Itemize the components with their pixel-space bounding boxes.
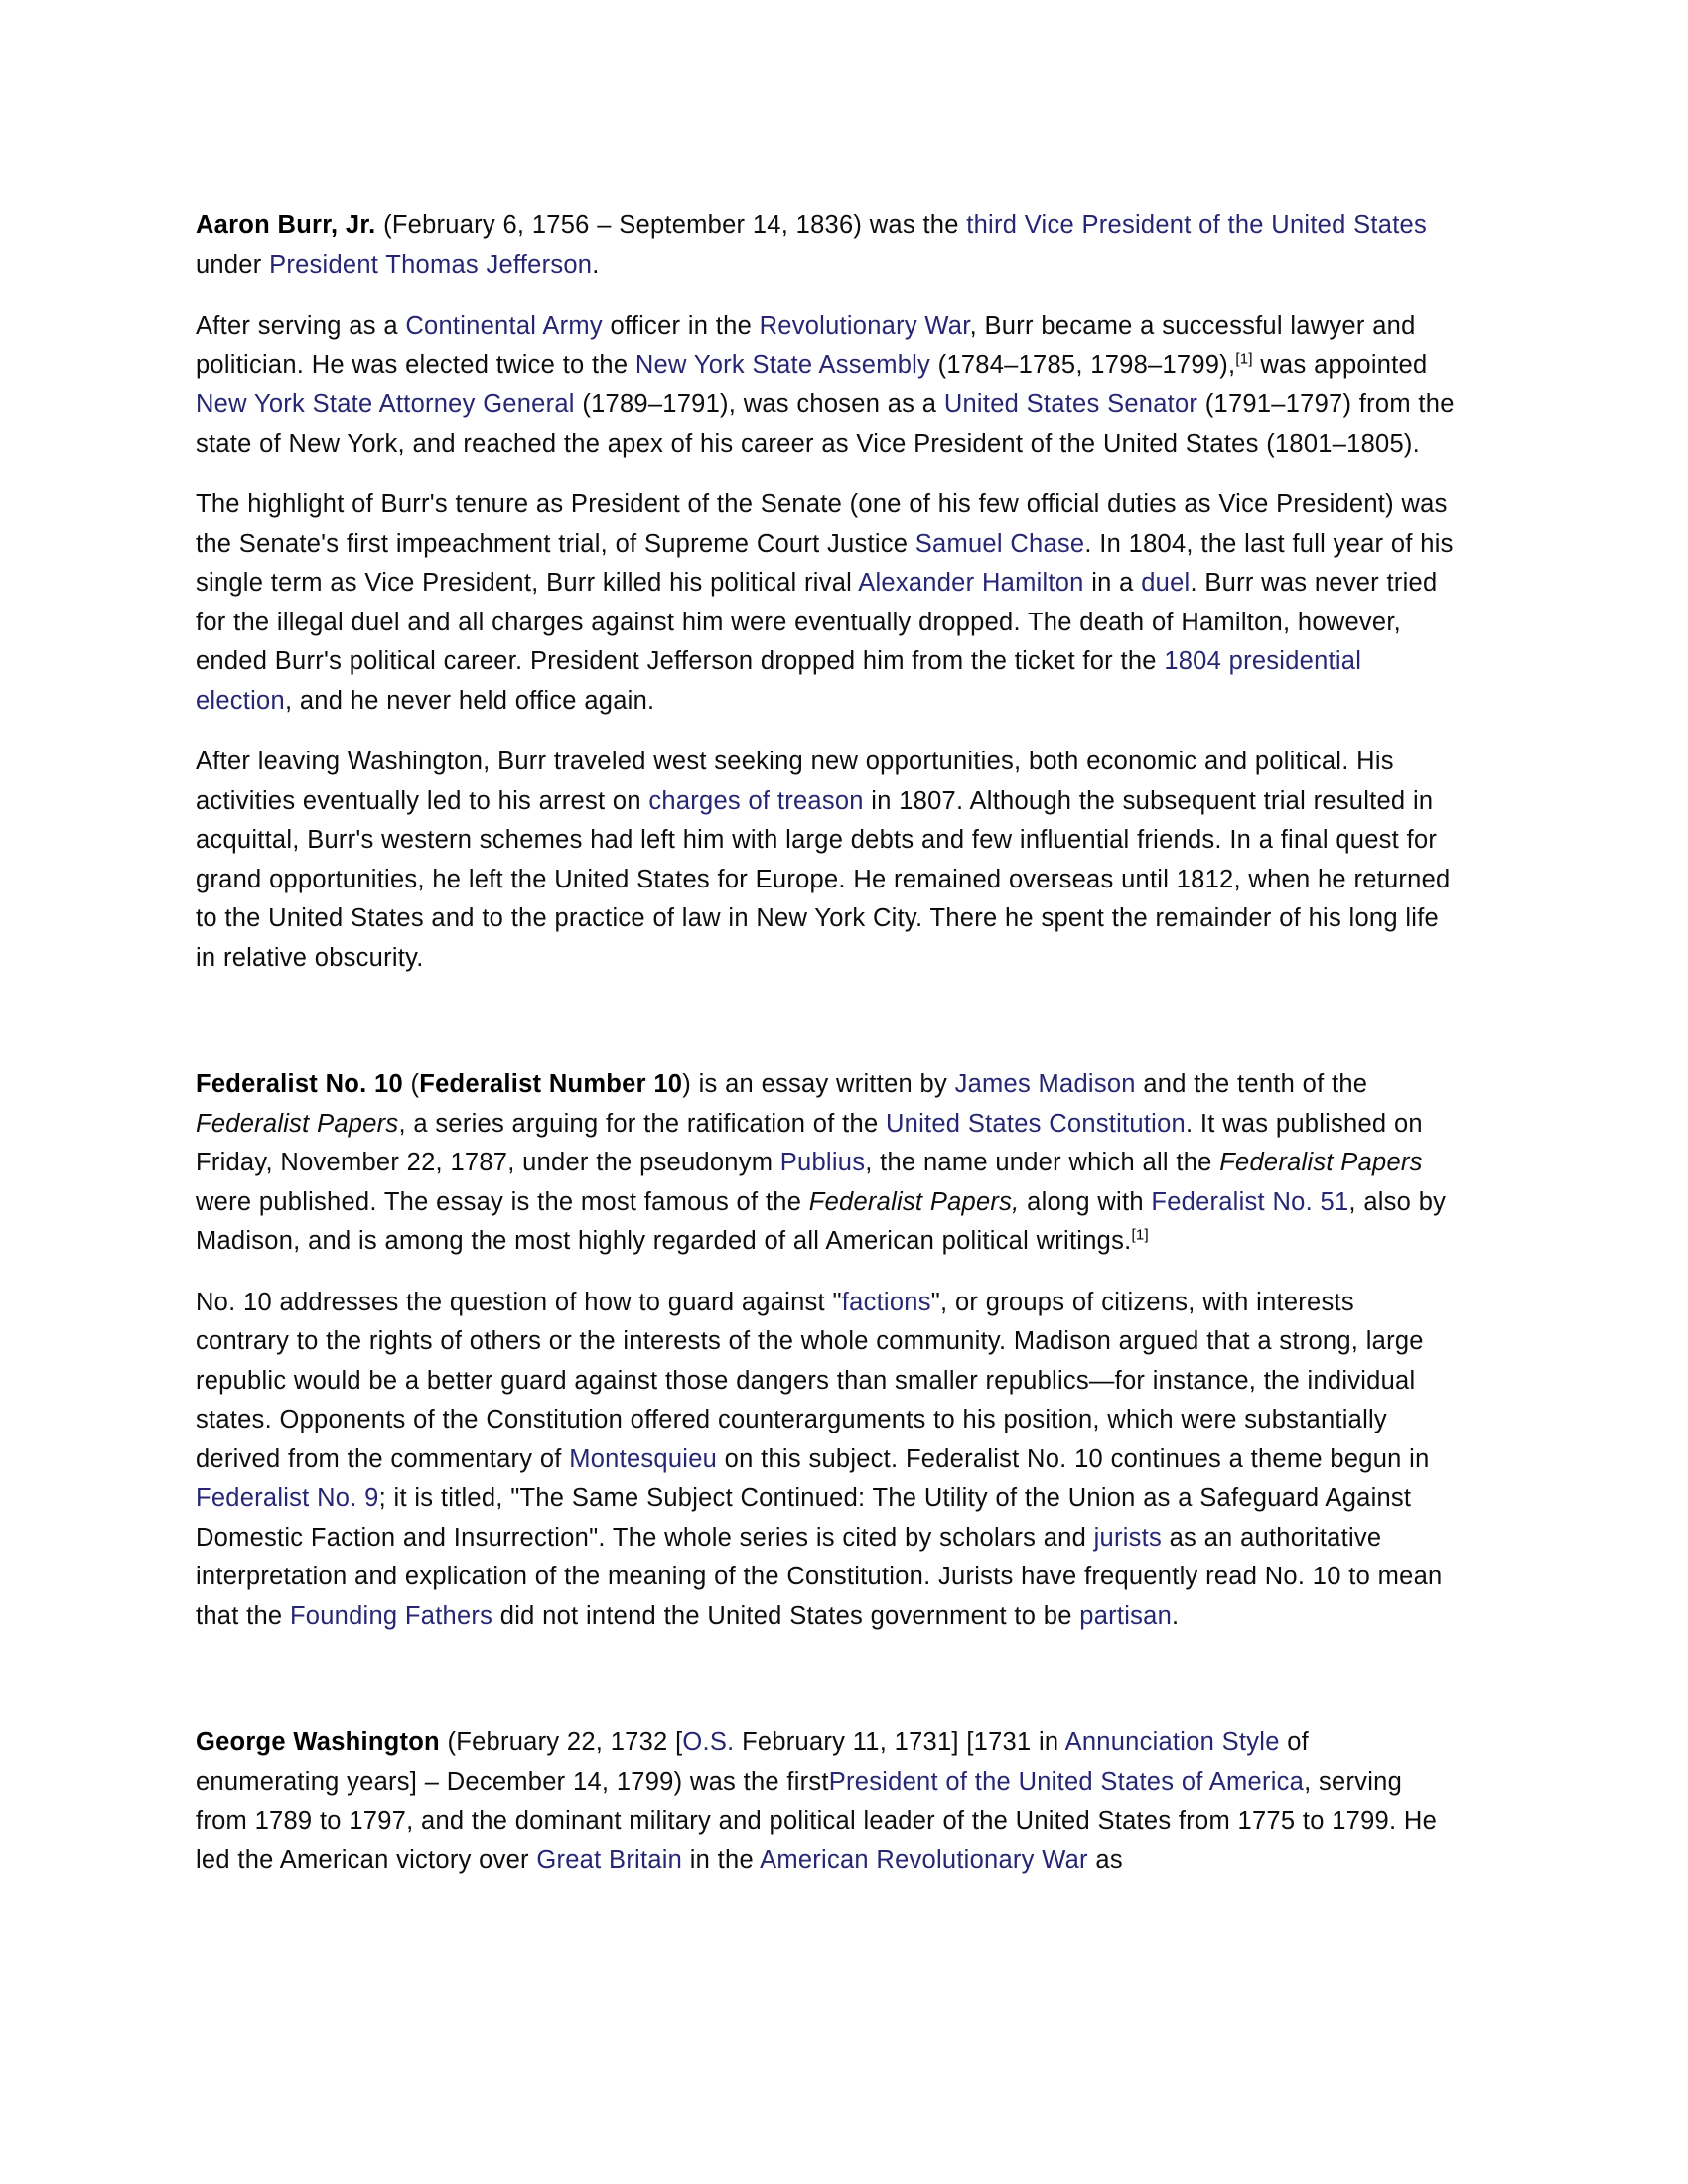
wiki-link[interactable]: jurists (1093, 1523, 1162, 1552)
wiki-link[interactable]: Federalist No. 9 (196, 1484, 379, 1512)
wiki-link[interactable]: New York State Assembly (634, 350, 931, 379)
paragraph (196, 743, 1455, 978)
wiki-link[interactable]: James Madison (954, 1070, 1136, 1098)
article-federalist-no-10 (196, 1065, 1455, 1636)
text-run: officer in the (602, 312, 760, 340)
wiki-link[interactable]: Great Britain (536, 1845, 683, 1874)
paragraph (196, 1065, 1455, 1262)
text-run: were published. The essay is the most famous of the (196, 1187, 809, 1216)
wiki-link[interactable]: Samuel Chase (914, 529, 1085, 558)
paragraph (196, 1723, 1455, 1880)
wiki-link[interactable]: third Vice President of the United States (966, 211, 1427, 239)
wiki-link[interactable]: O.S. (682, 1728, 735, 1756)
footnote-marker[interactable]: [1] (1131, 1226, 1149, 1244)
article-list (196, 206, 1455, 1880)
paragraph (196, 485, 1455, 721)
wiki-link[interactable]: President of the United States of America (828, 1767, 1305, 1796)
wiki-link[interactable]: partisan (1079, 1601, 1173, 1630)
wiki-link[interactable]: Annunciation Style (1064, 1728, 1280, 1756)
wiki-link[interactable]: Montesquieu (569, 1444, 718, 1473)
text-run: . (592, 250, 600, 279)
wiki-link[interactable]: President Thomas Jefferson (269, 250, 593, 279)
text-run: , a series arguing for the ratification of the (398, 1109, 886, 1138)
wiki-link[interactable]: duel (1141, 569, 1191, 597)
paragraph (196, 1284, 1455, 1637)
text-run: and the tenth of the (1135, 1070, 1368, 1098)
text-run: (1791–1797) from the state of New York, and reached the apex of his career as Vice President of the United States (1801–1805). (196, 390, 1455, 458)
text-run: , serving from 1789 to 1797, and the dominant military and political leader of the United States from 1775 to 1799. He led the American victory over (196, 1767, 1438, 1874)
text-run: After leaving Washington, Burr traveled west seeking new opportunities, both economic and political. His activities eventually led to his arrest on (196, 748, 1394, 815)
italic-title: Federalist Papers, (808, 1187, 1020, 1216)
text-run: (1784–1785, 1798–1799), (930, 350, 1236, 379)
text-run: ; it is titled, "The Same Subject Continued: The Utility of the Union as a Safeguard Against Domestic Faction and Insurrection". The whole series is cited by scholars and (196, 1484, 1412, 1552)
text-run: under (196, 250, 270, 279)
text-run: . Burr was never tried for the illegal duel and all charges against him were eventually dropped. The death of Hamilton, however, ended Burr's political career. President Jefferson dropped him from the ticket for the (196, 569, 1438, 675)
text-run: , also by Madison, and is among the most highly regarded of all American political writings. (196, 1187, 1447, 1255)
paragraph (196, 206, 1455, 285)
text-run: in the (682, 1845, 761, 1874)
wiki-link[interactable]: Alexander Hamilton (858, 569, 1084, 597)
text-run: (February 6, 1756 – September 14, 1836) was the (375, 211, 967, 239)
wiki-link[interactable]: Continental Army (405, 312, 603, 340)
text-run: ( (402, 1070, 420, 1098)
text-run: on this subject. Federalist No. 10 continues a theme begun in (717, 1444, 1430, 1473)
lead-term: Aaron Burr, Jr. (196, 211, 376, 239)
text-run: . In 1804, the last full year of his single term as Vice President, Burr killed his political rival (196, 529, 1454, 597)
wiki-link[interactable]: 1804 presidential election (196, 647, 1362, 715)
text-run: , and he never held office again. (284, 686, 655, 715)
wiki-link[interactable]: American Revolutionary War (760, 1845, 1088, 1874)
wiki-link[interactable]: Revolutionary War (759, 312, 970, 340)
text-run: as an authoritative interpretation and explication of the meaning of the Constitution. Jurists have frequently read No. 10 to mean that the (196, 1523, 1443, 1630)
wiki-link[interactable]: United States Constitution (885, 1109, 1186, 1138)
wiki-link[interactable]: charges of treason (648, 786, 864, 815)
text-run: ", or groups of citizens, with interests contrary to the rights of others or the interests of the whole community. Madison argued that a strong, large republic would be a better guard against those dangers than smaller republics—for instance, the individual states. Opponents of the Constitution offered counterarguments to his position, which were substantially derived from the commentary of (196, 1288, 1424, 1473)
paragraph (196, 307, 1455, 464)
text-run: of enumerating years] – December 14, 1799) was the first (196, 1728, 1310, 1796)
text-run: in 1807. Although the subsequent trial resulted in acquittal, Burr's western schemes had left him with large debts and few influential friends. In a final quest for grand opportunities, he left the United States for Europe. He remained overseas until 1812, when he returned to the United States and to the practice of law in New York City. There he spent the remainder of his long life in relative obscurity. (196, 786, 1451, 972)
italic-title: Federalist Papers (1219, 1149, 1423, 1176)
text-run: was appointed (1252, 350, 1428, 379)
text-run: . It was published on Friday, November 22, 1787, under the pseudonym (196, 1109, 1423, 1176)
article-george-washington (196, 1723, 1455, 1880)
text-run: The highlight of Burr's tenure as President of the Senate (one of his few official duties as Vice President) was the Senate's first impeachment trial, of Supreme Court Justice (196, 490, 1448, 558)
text-run: in a (1083, 569, 1142, 597)
text-run: (1789–1791), was chosen as a (574, 390, 944, 418)
footnote-marker[interactable]: [1] (1235, 350, 1253, 367)
wiki-link[interactable]: New York State Attorney General (196, 390, 575, 418)
italic-title: Federalist Papers (196, 1109, 399, 1138)
lead-term: Federalist Number 10 (419, 1070, 683, 1098)
wiki-link[interactable]: United States Senator (943, 390, 1198, 418)
lead-term: Federalist No. 10 (196, 1070, 403, 1098)
wiki-link[interactable]: Federalist No. 51 (1151, 1187, 1349, 1216)
text-run: did not intend the United States government to be (492, 1601, 1080, 1630)
text-run: ) is an essay written by (682, 1070, 955, 1098)
text-run: along with (1019, 1187, 1152, 1216)
wiki-link[interactable]: Publius (779, 1149, 866, 1176)
lead-term: George Washington (196, 1728, 440, 1756)
text-run: After serving as a (196, 312, 406, 340)
text-run: . (1172, 1601, 1180, 1630)
wiki-link[interactable]: factions (841, 1288, 931, 1316)
text-run: , Burr became a successful lawyer and politician. He was elected twice to the (196, 312, 1416, 379)
text-run: February 11, 1731] [1731 in (734, 1728, 1065, 1756)
text-run: , the name under which all the (865, 1149, 1220, 1176)
text-run: No. 10 addresses the question of how to guard against " (196, 1288, 842, 1316)
text-run: (February 22, 1732 [ (439, 1728, 683, 1756)
article-aaron-burr (196, 206, 1455, 978)
text-run: as (1087, 1845, 1123, 1874)
wiki-link[interactable]: Founding Fathers (289, 1601, 493, 1630)
